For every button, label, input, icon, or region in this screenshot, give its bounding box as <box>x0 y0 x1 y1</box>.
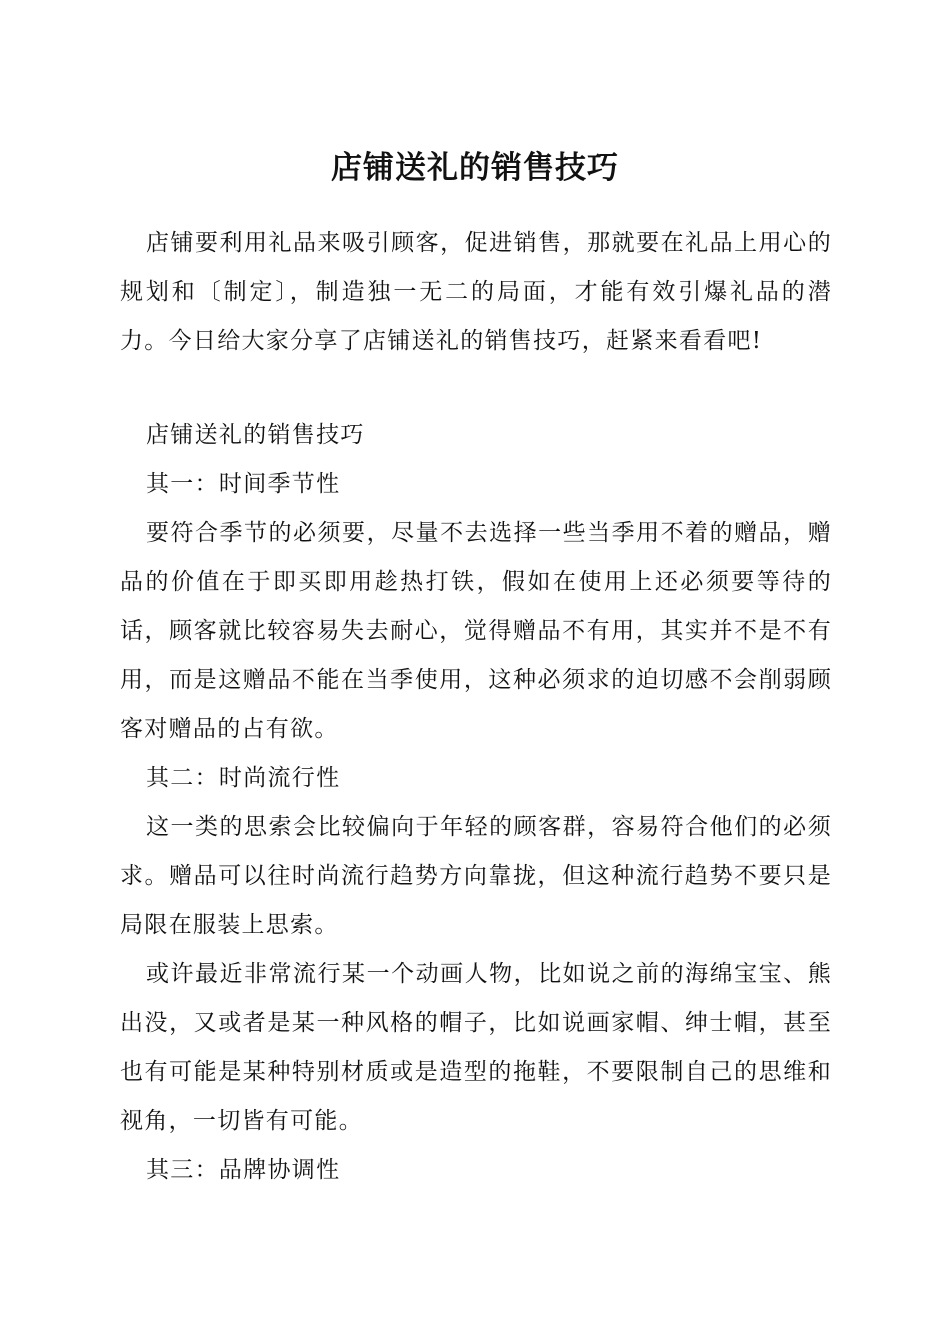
paragraph-gap <box>120 366 832 411</box>
point2-heading: 其二：时尚流行性 <box>146 765 341 791</box>
point1-heading: 其一：时间季节性 <box>146 471 341 497</box>
point2-paragraph-2: 或许最近非常流行某一个动画人物，比如说之前的海绵宝宝、熊出没，又或者是某一种风格的帽子，比如说画家帽、绅士帽，甚至也有可能是某种特别材质或是造型的拖鞋，不要限制自己的思维和视角，一切皆有可能。 <box>120 961 832 1134</box>
intro-paragraph: 店铺要利用礼品来吸引顾客，促进销售，那就要在礼品上用心的规划和〔制定〕，制造独一无二的局面，才能有效引爆礼品的潜力。今日给大家分享了店铺送礼的销售技巧，赶紧来看看吧! <box>120 230 832 354</box>
point3-heading: 其三：品牌协调性 <box>146 1157 341 1183</box>
document-body <box>120 219 832 1195</box>
document-title: 店铺送礼的销售技巧 <box>331 150 619 186</box>
point2-paragraph-1: 这一类的思索会比较偏向于年轻的顾客群，容易符合他们的必须求。赠品可以往时尚流行趋势方向靠拢，但这种流行趋势不要只是局限在服装上思索。 <box>120 814 832 938</box>
section-heading: 店铺送礼的销售技巧 <box>146 422 365 448</box>
point1-paragraph: 要符合季节的必须要，尽量不去选择一些当季用不着的赠品，赠品的价值在于即买即用趁热打铁，假如在使用上还必须要等待的话，顾客就比较容易失去耐心，觉得赠品不有用，其实并不是不有用，而是这赠品不能在当季使用，这种必须求的迫切感不会削弱顾客对赠品的占有欲。 <box>120 520 832 742</box>
